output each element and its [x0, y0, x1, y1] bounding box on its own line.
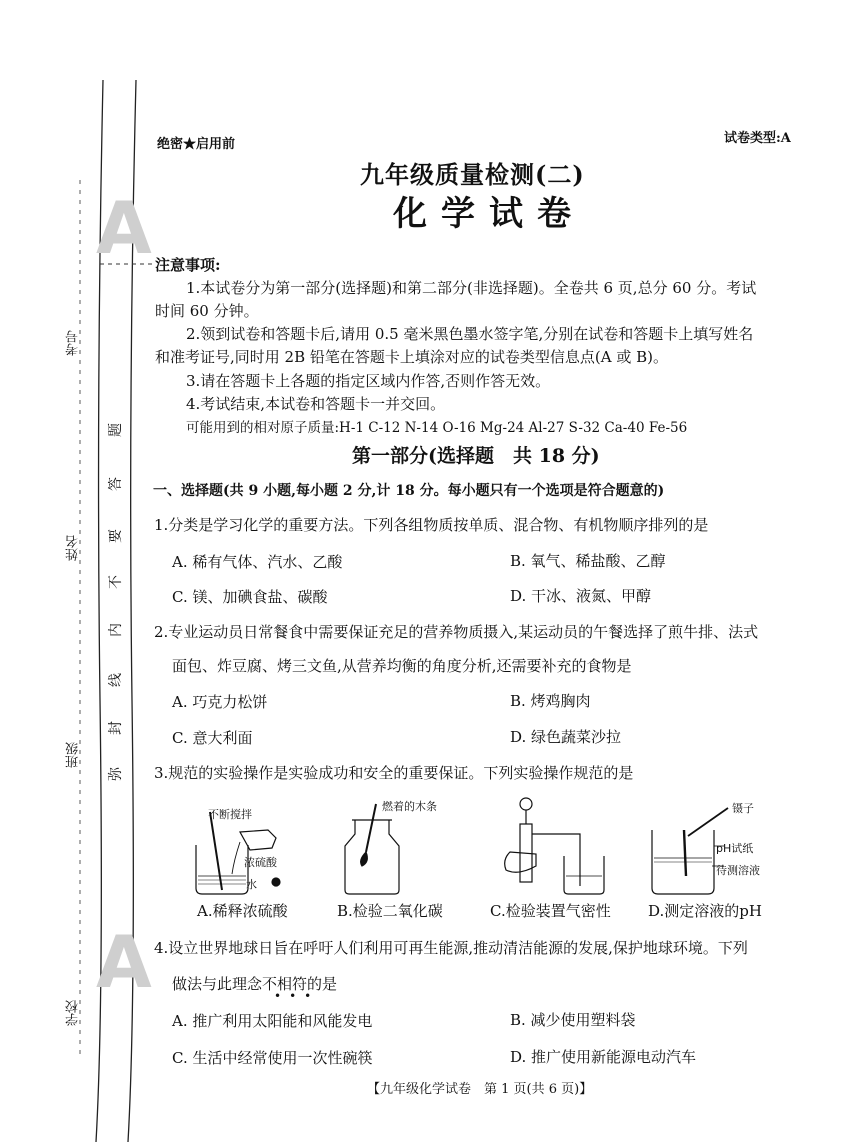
warning-char-4: 不	[108, 575, 124, 589]
q2-option-c: C. 意大利面	[172, 729, 253, 747]
q1-option-a: A. 稀有气体、汽水、乙酸	[172, 553, 343, 571]
q1-option-c: C. 镁、加碘食盐、碳酸	[172, 588, 328, 606]
page-footer: 【九年级化学试卷 第 1 页(共 6 页)】	[367, 1082, 593, 1097]
note-2-line2: 和准考证号,同时用 2B 铅笔在答题卡上填涂对应的试卷类型信息点(A 或 B)。	[155, 348, 668, 366]
q3-label-ph-paper: pH试纸	[716, 842, 754, 855]
q4-option-a: A. 推广利用太阳能和风能发电	[172, 1012, 373, 1030]
stamp-letter-top: A	[96, 186, 152, 270]
q3-label-solution: 待测溶液	[716, 864, 760, 877]
q3-label-acid: 浓硫酸	[244, 856, 277, 869]
q2-stem-line1: 2.专业运动员日常餐食中需要保证充足的营养物质摄入,某运动员的午餐选择了煎牛排、法式	[154, 623, 759, 641]
exam-title: 九年级质量检测(二)	[360, 160, 585, 189]
section-heading: 一、选择题(共 9 小题,每小题 2 分,计 18 分。每小题只有一个选项是符合题意的)	[153, 483, 665, 499]
subject-title: 化学试卷	[393, 194, 585, 234]
school-label: 学校	[66, 1000, 81, 1026]
q2-option-b: B. 烤鸡胸肉	[510, 692, 591, 710]
q3-label-stir: 不断搅拌	[208, 808, 252, 821]
note-4: 4.考试结束,本试卷和答题卡一并交回。	[186, 395, 446, 413]
warning-char-3: 要	[108, 529, 124, 543]
q1-option-d: D. 干冰、液氮、甲醇	[510, 587, 652, 605]
q3-option-c: C.检验装置气密性	[490, 902, 611, 920]
exam-no-label: 考号	[66, 330, 81, 356]
q3-label-tweezers: 镊子	[732, 802, 754, 815]
q3-option-b: B.检验二氧化碳	[337, 902, 443, 920]
stamp-letter-bottom: A	[96, 920, 152, 1004]
class-label: 班级	[66, 742, 81, 768]
q4-option-c: C. 生活中经常使用一次性碗筷	[172, 1049, 373, 1067]
q2-option-a: A. 巧克力松饼	[172, 693, 268, 711]
q4-option-d: D. 推广使用新能源电动汽车	[510, 1048, 697, 1066]
q3-option-d: D.测定溶液的pH	[648, 902, 762, 920]
atomic-masses: 可能用到的相对原子质量:H-1 C-12 N-14 O-16 Mg-24 Al-27 S-32 Ca-40 Fe-56	[186, 420, 688, 436]
q1-option-b: B. 氧气、稀盐酸、乙醇	[510, 552, 666, 570]
q3-stem: 3.规范的实验操作是实验成功和安全的重要保证。下列实验操作规范的是	[154, 764, 634, 782]
secret-label: 绝密★启用前	[157, 137, 236, 152]
q4-stem-line1: 4.设立世界地球日旨在呼吁人们利用可再生能源,推动清洁能源的发展,保护地球环境。下列	[154, 939, 748, 957]
q2-stem-line2: 面包、炸豆腐、烤三文鱼,从营养均衡的角度分析,还需要补充的食物是	[172, 657, 632, 675]
warning-char-8: 弥	[108, 767, 124, 781]
name-label: 姓名	[66, 535, 81, 561]
q4-emphasis-dots: •••	[274, 989, 320, 1003]
part1-title: 第一部分(选择题 共 18 分)	[352, 445, 600, 467]
warning-char-1: 题	[108, 423, 124, 437]
note-1-line2: 时间 60 分钟。	[155, 302, 259, 320]
q4-stem-line2: 做法与此理念不相符的是	[172, 975, 338, 993]
q1-stem: 1.分类是学习化学的重要方法。下列各组物质按单质、混合物、有机物顺序排列的是	[154, 516, 709, 534]
q4-option-b: B. 减少使用塑料袋	[510, 1011, 636, 1029]
warning-char-7: 封	[108, 721, 124, 735]
note-2-line1: 2.领到试卷和答题卡后,请用 0.5 毫米黑色墨水签字笔,分别在试卷和答题卡上填写姓名	[186, 325, 754, 343]
note-1-line1: 1.本试卷分为第一部分(选择题)和第二部分(非选择题)。全卷共 6 页,总分 60 分。考试	[186, 279, 757, 297]
paper-type-label: 试卷类型:A	[724, 131, 791, 146]
warning-char-6: 线	[108, 673, 124, 687]
q3-label-water: 水	[246, 878, 257, 891]
q3-option-a: A.稀释浓硫酸	[197, 902, 288, 920]
notes-heading: 注意事项:	[155, 256, 221, 274]
note-3: 3.请在答题卡上各题的指定区域内作答,否则作答无效。	[186, 372, 551, 390]
warning-char-2: 答	[108, 477, 124, 491]
warning-char-5: 内	[108, 623, 124, 637]
q2-option-d: D. 绿色蔬菜沙拉	[510, 728, 622, 746]
q3-label-stick: 燃着的木条	[382, 800, 437, 813]
